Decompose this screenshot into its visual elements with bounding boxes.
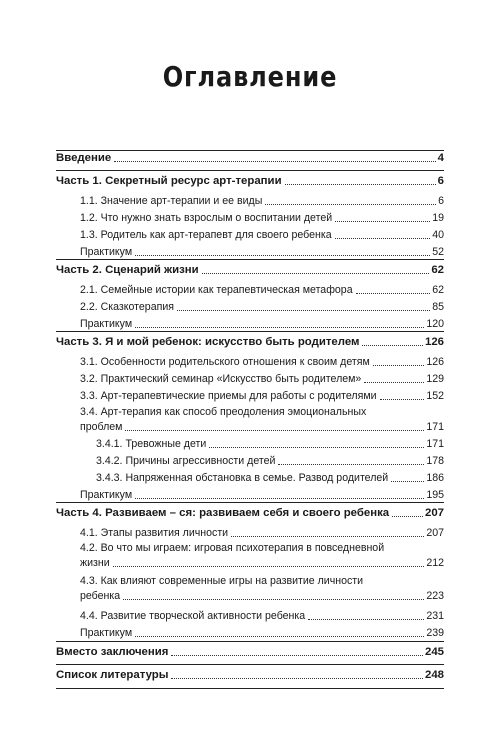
toc-entry-3-3[interactable] — [80, 389, 444, 403]
toc-label: 2.1. Семейные истории как терапевтическая метафора — [80, 284, 353, 296]
toc-label: Введение — [56, 152, 112, 164]
toc-page: 126 — [426, 356, 444, 368]
toc-page: 62 — [432, 284, 444, 296]
toc-entry-3-4-2[interactable] — [96, 454, 444, 468]
toc-page: 239 — [426, 627, 444, 639]
toc-entry-1-practicum[interactable] — [80, 245, 444, 259]
toc-page: 4 — [437, 152, 444, 164]
toc-page: 85 — [432, 301, 444, 313]
toc-leader — [171, 678, 423, 679]
toc-label: Практикум — [80, 489, 133, 501]
toc-leader — [285, 184, 436, 185]
toc-entry-1-2[interactable] — [80, 211, 444, 225]
toc-leader — [265, 204, 436, 205]
toc-entry-4-practicum[interactable] — [80, 626, 444, 640]
toc-leader — [231, 536, 424, 537]
toc-page: 245 — [424, 646, 444, 658]
toc-page: 152 — [426, 390, 444, 402]
toc-page: 223 — [426, 589, 444, 602]
toc-entry-2-practicum[interactable] — [80, 317, 444, 331]
toc-entry-part-3[interactable] — [56, 335, 444, 349]
toc-page: 120 — [426, 318, 444, 330]
toc-page: 40 — [432, 229, 444, 241]
toc-entry-literature[interactable] — [56, 668, 444, 682]
toc-leader — [123, 599, 424, 600]
toc-leader — [171, 655, 423, 656]
toc-label-cont: ребенка — [80, 589, 121, 602]
toc-label: 2.2. Сказкотерапия — [80, 301, 174, 313]
toc-leader — [202, 273, 430, 274]
toc-entry-3-2[interactable] — [80, 372, 444, 386]
toc-page: 6 — [437, 175, 444, 187]
toc-label: Часть 2. Сценарий жизни — [56, 264, 199, 276]
divider — [56, 641, 444, 642]
toc-leader — [356, 293, 431, 294]
toc-label-cont: проблем — [80, 420, 123, 433]
toc-page: 195 — [426, 489, 444, 501]
divider — [56, 502, 444, 503]
toc-label: Часть 1. Секретный ресурс арт-терапии — [56, 175, 282, 187]
toc-entry-3-practicum[interactable] — [80, 488, 444, 502]
toc-leader — [335, 221, 430, 222]
toc-leader — [113, 566, 425, 567]
toc-label: Практикум — [80, 246, 133, 258]
toc-leader — [362, 345, 423, 346]
toc-label: 4.4. Развитие творческой активности ребенка — [80, 610, 306, 622]
divider — [56, 170, 444, 171]
toc-leader — [135, 498, 424, 499]
toc-leader — [125, 430, 424, 431]
toc-page: 231 — [426, 610, 444, 622]
toc-leader — [177, 310, 430, 311]
toc-entry-3-1[interactable] — [80, 355, 444, 369]
toc-leader — [373, 365, 425, 366]
toc-label: 4.1. Этапы развития личности — [80, 527, 229, 539]
toc-page: 62 — [431, 264, 444, 276]
toc-entry-4-3[interactable] — [80, 574, 444, 603]
toc-label: 3.4. Арт-терапия как способ преодоления эмоциональных — [80, 406, 367, 418]
toc-page: 207 — [426, 527, 444, 539]
toc-leader — [335, 238, 431, 239]
toc-entry-3-4-3[interactable] — [96, 471, 444, 485]
toc-label: Вместо заключения — [56, 646, 169, 658]
toc-entry-part-2[interactable] — [56, 263, 444, 277]
toc-entry-3-4[interactable] — [80, 405, 444, 434]
toc-leader — [391, 481, 424, 482]
toc-label: Список литературы — [56, 669, 169, 681]
toc-label: 3.3. Арт-терапевтические приемы для работы с родителями — [80, 390, 377, 402]
toc-entry-1-1[interactable] — [80, 194, 444, 208]
toc-leader — [392, 516, 423, 517]
toc-label: 3.4.2. Причины агрессивности детей — [96, 455, 276, 467]
toc-page: 126 — [424, 336, 444, 348]
toc-label: 1.1. Значение арт-терапии и ее виды — [80, 195, 263, 207]
toc-leader — [135, 255, 430, 256]
divider — [56, 259, 444, 260]
toc-page: 171 — [426, 438, 444, 450]
toc-label: 1.3. Родитель как арт-терапевт для своего ребенка — [80, 229, 332, 241]
toc-page: 248 — [424, 669, 444, 681]
toc-label: 4.3. Как влияют современные игры на развитие личности — [80, 575, 364, 587]
toc-label: 3.4.1. Тревожные дети — [96, 438, 207, 450]
toc-page: 52 — [432, 246, 444, 258]
toc-entry-4-2[interactable] — [80, 541, 444, 570]
toc-leader — [380, 399, 425, 400]
toc-leader — [278, 464, 424, 465]
toc-label: Практикум — [80, 318, 133, 330]
toc-label: Часть 3. Я и мой ребенок: искусство быть родителем — [56, 336, 360, 348]
divider — [56, 688, 444, 689]
divider — [56, 664, 444, 665]
toc-label: 3.1. Особенности родительского отношения к своим детям — [80, 356, 370, 368]
toc-entry-part-1[interactable] — [56, 174, 444, 188]
toc-page: 207 — [424, 507, 444, 519]
toc-entry-4-4[interactable] — [80, 609, 444, 623]
toc-page: 212 — [426, 556, 444, 569]
toc-label-cont: жизни — [80, 556, 110, 569]
toc-label: 3.2. Практический семинар «Искусство быть родителем» — [80, 373, 362, 385]
toc-page: 19 — [432, 212, 444, 224]
toc-entry-1-3[interactable] — [80, 228, 444, 242]
toc-leader — [135, 636, 424, 637]
toc-page: 186 — [426, 472, 444, 484]
toc-entry-2-2[interactable] — [80, 300, 444, 314]
toc-leader — [308, 619, 424, 620]
toc-leader — [135, 327, 424, 328]
toc-leader — [114, 161, 435, 162]
toc-entry-conclusion[interactable] — [56, 645, 444, 659]
toc-label: 3.4.3. Напряженная обстановка в семье. Развод родителей — [96, 472, 389, 484]
toc-leader — [209, 447, 424, 448]
toc-page: 6 — [438, 195, 444, 207]
toc-leader — [364, 382, 424, 383]
page-title: Оглавление — [162, 60, 338, 93]
toc-page: 171 — [426, 420, 444, 433]
toc-label: Практикум — [80, 627, 133, 639]
toc-page: 178 — [426, 455, 444, 467]
toc-entry-intro[interactable] — [56, 151, 444, 165]
toc-entry-4-1[interactable] — [80, 526, 444, 540]
toc-entry-part-4[interactable] — [56, 506, 444, 520]
divider — [56, 331, 444, 332]
toc-label: 4.2. Во что мы играем: игровая психотерапия в повседневной — [80, 542, 385, 554]
toc-page: 129 — [426, 373, 444, 385]
toc-label: Часть 4. Развиваем – ся: развиваем себя и своего ребенка — [56, 507, 390, 519]
toc-entry-2-1[interactable] — [80, 283, 444, 297]
toc-label: 1.2. Что нужно знать взрослым о воспитании детей — [80, 212, 333, 224]
toc-entry-3-4-1[interactable] — [96, 437, 444, 451]
